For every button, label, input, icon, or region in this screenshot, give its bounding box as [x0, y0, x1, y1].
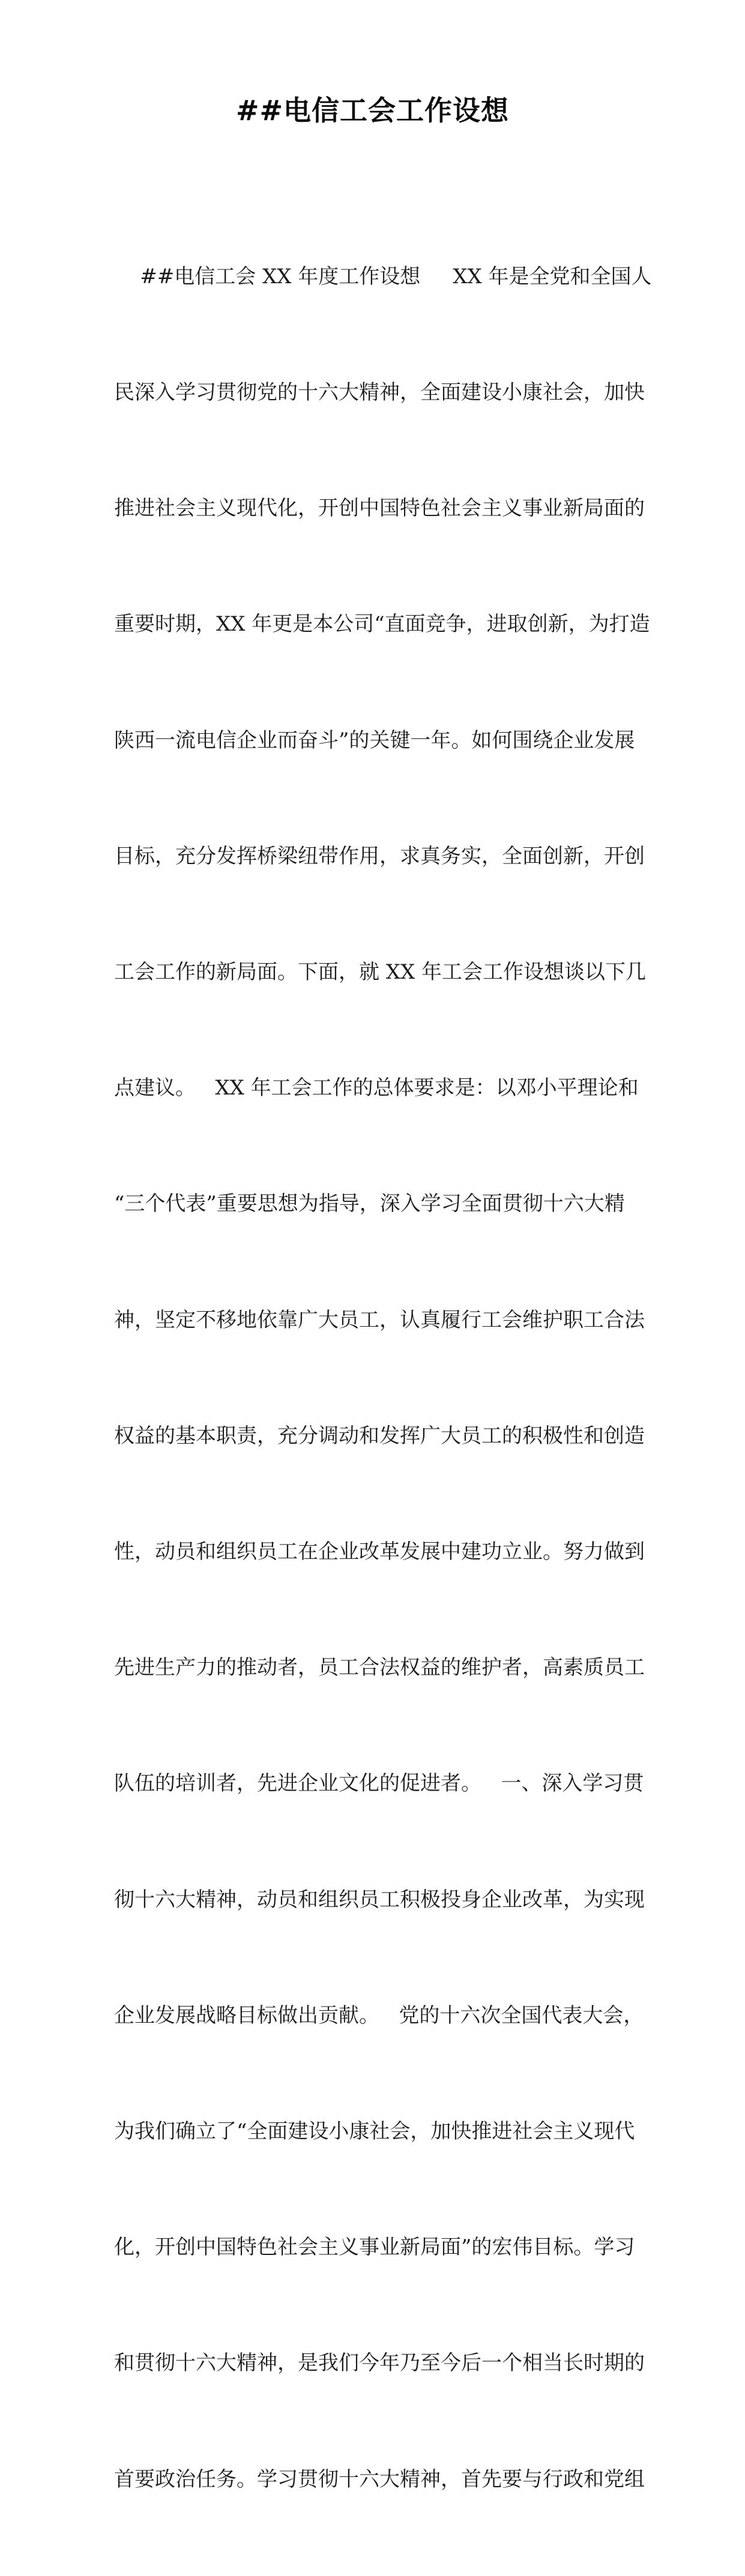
body-line: ##电信工会 XX 年度工作设想 XX 年是全党和全国人	[114, 264, 652, 289]
document-title: ##电信工会工作设想	[235, 94, 510, 127]
body-line: 化，开创中国特色社会主义事业新局面”的宏伟目标。学习	[114, 2235, 635, 2260]
body-line: 神，坚定不移地依靠广大员工，认真履行工会维护职工合法	[114, 1308, 645, 1332]
body-line: 目标，充分发挥桥梁纽带作用，求真务实，全面创新，开创	[114, 844, 645, 868]
body-line: 重要时期，XX 年更是本公司“直面竞争，进取创新，为打造	[114, 612, 650, 637]
body-line: 点建议。 XX 年工会工作的总体要求是：以邓小平理论和	[114, 1076, 639, 1100]
body-line: 和贯彻十六大精神，是我们今年乃至今后一个相当长时期的	[114, 2351, 645, 2376]
body-line: 先进生产力的推动者，员工合法权益的维护者，高素质员工	[114, 1656, 645, 1680]
body-line: 队伍的培训者，先进企业文化的促进者。 一、深入学习贯	[114, 1771, 644, 1796]
body-line: 企业发展战略目标做出贡献。 党的十六次全国代表大会，	[114, 2003, 644, 2028]
body-line: 彻十六大精神，动员和组织员工积极投身企业改革，为实现	[114, 1887, 645, 1912]
body-line: 权益的基本职责，充分调动和发挥广大员工的积极性和创造	[114, 1423, 645, 1448]
body-line: 推进社会主义现代化，开创中国特色社会主义事业新局面的	[114, 496, 645, 521]
body-line: “三个代表”重要思想为指导，深入学习全面贯彻十六大精	[114, 1192, 625, 1216]
body-line: 民深入学习贯彻党的十六大精神，全面建设小康社会，加快	[114, 380, 645, 405]
document-body	[114, 180, 652, 2576]
body-line: 首要政治任务。学习贯彻十六大精神，首先要与行政和党组	[114, 2467, 645, 2491]
body-line: 陕西一流电信企业而奋斗”的关键一年。如何围绕企业发展	[114, 728, 635, 752]
body-line: 为我们确立了“全面建设小康社会，加快推进社会主义现代	[114, 2119, 635, 2144]
body-line: 性，动员和组织员工在企业改革发展中建功立业。努力做到	[114, 1540, 645, 1564]
body-line: 工会工作的新局面。下面，就 XX 年工会工作设想谈以下几	[114, 960, 647, 985]
